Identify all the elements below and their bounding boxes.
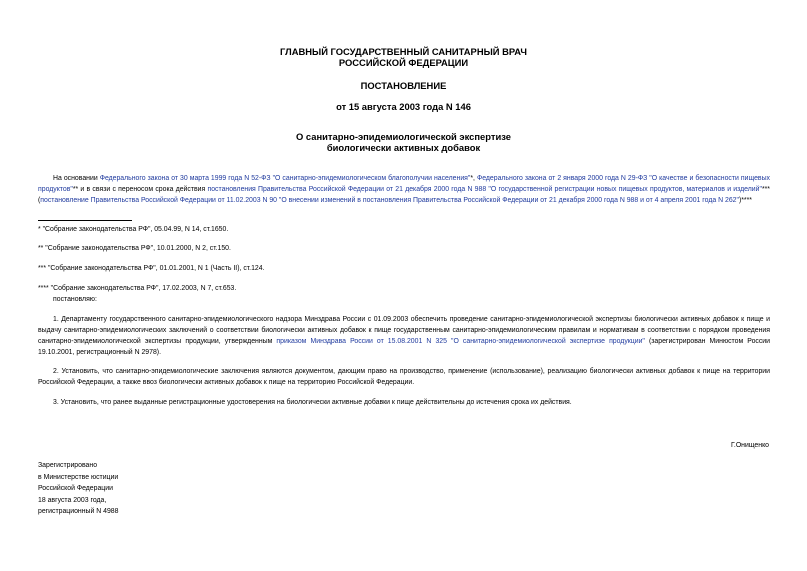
link-federal-law-52fz[interactable]: Федерального закона от 30 марта 1999 года N 52-ФЗ "О санитарно-эпидемиологическом благополучии населения": [99, 175, 471, 182]
authority-title-line1: ГЛАВНЫЙ ГОСУДАРСТВЕННЫЙ САНИТАРНЫЙ ВРАЧ: [280, 46, 527, 57]
preamble-text: *,: [470, 175, 477, 182]
registration-block: [38, 460, 118, 518]
item-3-paragraph: 3. Установить, что ранее выданные регистрационные удостоверения на биологически активные добавки к пище действительны до истечения срока их действия.: [53, 399, 572, 406]
link-government-decree-988[interactable]: постановления Правительства Российской Федерации от 21 декабря 2000 года N 988 "О государственной регистрации новых пищевых продуктов, материалов и изделий": [207, 186, 762, 193]
footnote-4: **** "Собрание законодательства РФ", 17.02.2003, N 7, ст.653.: [38, 285, 237, 292]
footnote-divider: [38, 220, 132, 221]
item-1-text: (зарегистрирован Минюстом России 19.10.2001, регистрационный N 2978).: [38, 338, 770, 356]
preamble-text: ** и в связи с переносом срока действия: [72, 186, 208, 193]
link-federal-law-29fz[interactable]: Федерального закона от 2 января 2000 года N 29-ФЗ "О качестве и безопасности пищевых продуктов": [38, 175, 770, 193]
footnote-2: ** "Собрание законодательства РФ", 10.01.2000, N 2, ст.150.: [38, 245, 231, 252]
registration-line: в Министерстве юстиции: [38, 473, 119, 481]
document-type: ПОСТАНОВЛЕНИЕ: [360, 80, 447, 91]
document-date-number: от 15 августа 2003 года N 146: [336, 101, 471, 112]
preamble-paragraph: [38, 173, 770, 206]
link-government-decree-90[interactable]: постановление Правительства Российской Федерации от 11.02.2003 N 90 "О внесении изменений в постановления Правительства Российской Федерации от 21 декабря 2000 года N 988 и от 4 апреля 2001 года N 262": [40, 197, 739, 204]
preamble-text: На основании: [53, 175, 100, 182]
authority-title-line2: РОССИЙСКОЙ ФЕДЕРАЦИИ: [338, 57, 469, 68]
link-order-325[interactable]: приказом Минздрава России от 15.08.2001 N 325 "О санитарно-эпидемиологической экспертизе продукции": [276, 338, 645, 345]
preamble-text: )****: [738, 197, 752, 204]
item-1-text: 1. Департаменту государственного санитарно-эпидемиологического надзора Минздрава России с 01.09.2003 обеспечить проведение санитарно-эпидемиологической экспертизы биологически активных добавок к пище и выдачу санитарно-эпидемиологических заключений о соответствии биологически активных добавок к пище государственным санитарно-эпидемиологическим правилам и нормативам в соответствии с порядком проведения санитарно-эпидемиологической экспертизы продукции, утвержденным: [38, 316, 770, 345]
registration-line: Российской Федерации: [38, 485, 113, 492]
registration-line: 18 августа 2003 года,: [38, 496, 107, 504]
subject-line1: О санитарно-эпидемиологической экспертизе: [296, 131, 511, 142]
item-2-paragraph: 2. Установить, что санитарно-эпидемиологические заключения являются документом, дающим право на производство, применение (использование), реализацию биологически активных добавок к пище на территории Российской Федерации, а также ввоз биологически активных добавок к пище на территорию Российской Федерации.: [38, 368, 770, 386]
signature: Г.Онищенко: [731, 442, 769, 449]
registration-line: регистрационный N 4988: [38, 508, 119, 515]
registration-line: Зарегистрировано: [38, 462, 98, 469]
preamble-text: *** (: [38, 186, 770, 204]
subject-line2: биологически активных добавок: [326, 142, 481, 153]
footnote-3: *** "Собрание законодательства РФ", 01.01.2001, N 1 (Часть II), ст.124.: [38, 265, 265, 272]
footnote-1: * "Собрание законодательства РФ", 05.04.99, N 14, ст.1650.: [38, 226, 229, 233]
item-1-paragraph: [38, 314, 770, 358]
decree-word: постановляю:: [53, 296, 97, 303]
